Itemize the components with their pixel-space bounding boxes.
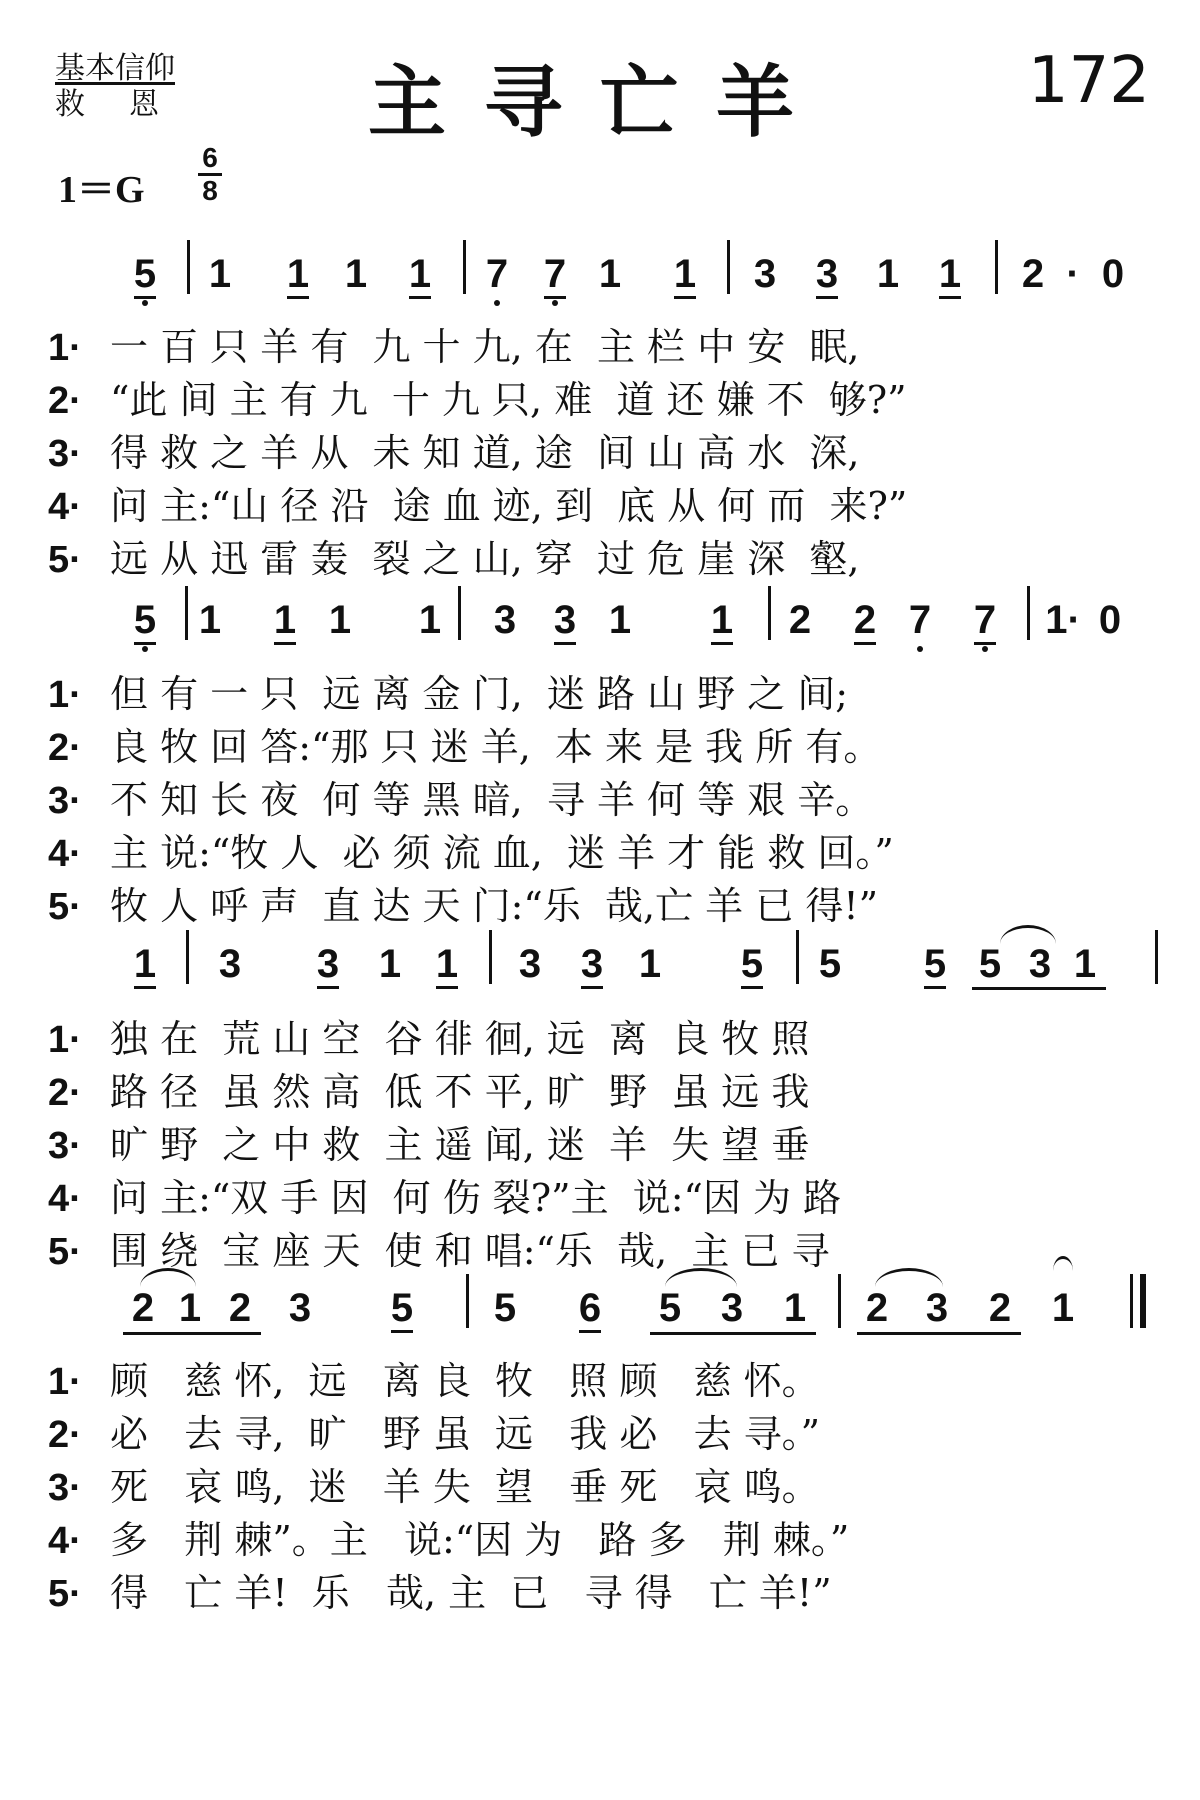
barline bbox=[995, 240, 998, 294]
note: 1 bbox=[400, 252, 440, 300]
lyric-line: 1· 一 百 只 羊 有 九 十 九, 在 主 栏 中 安 眠, bbox=[48, 325, 860, 369]
lyric-line: 4· 问 主:“山 径 沿 途 血 迹, 到 底 从 何 而 来?” bbox=[48, 484, 908, 528]
note: 1 bbox=[598, 252, 622, 296]
beam-underline bbox=[650, 1332, 816, 1335]
note: 3 bbox=[572, 942, 612, 990]
note: 7 bbox=[900, 598, 940, 646]
note: 7 bbox=[965, 598, 1005, 646]
lyric-line: 3· 旷 野 之 中 救 主 遥 闻, 迷 羊 失 望 垂 bbox=[48, 1123, 810, 1167]
note: 1 bbox=[1051, 1286, 1075, 1330]
lyric-line: 5· 远 从 迅 雷 轰 裂 之 山, 穿 过 危 崖 深 壑, bbox=[48, 537, 860, 581]
note: 2 bbox=[988, 1286, 1012, 1330]
note: 5 bbox=[915, 942, 955, 990]
note: 6 bbox=[570, 1286, 610, 1334]
note: 3 bbox=[1028, 942, 1052, 986]
note: 1 bbox=[125, 942, 165, 990]
note: 5 bbox=[732, 942, 772, 990]
barline bbox=[187, 240, 190, 294]
subcategory-label: 救恩 bbox=[55, 87, 203, 122]
note: 3 bbox=[518, 942, 542, 986]
lyric-line: 3· 死 哀 鸣, 迷 羊 失 望 垂 死 哀 鸣。 bbox=[48, 1465, 820, 1509]
category-label: 基本信仰 bbox=[55, 51, 175, 86]
slur bbox=[1000, 925, 1056, 944]
meter-bottom: 8 bbox=[202, 175, 218, 206]
lyric-line: 5· 围 绕 宝 座 天 使 和 唱:“乐 哉, 主 已 寻 bbox=[48, 1229, 830, 1273]
lyric-line: 5· 得 亡 羊! 乐 哉, 主 已 寻 得 亡 羊!” bbox=[48, 1571, 832, 1615]
note: 1· bbox=[1045, 598, 1081, 642]
note: 1 bbox=[208, 252, 232, 296]
barline bbox=[1027, 586, 1030, 640]
barline bbox=[1130, 1274, 1133, 1328]
key-signature: 1＝G bbox=[58, 169, 145, 211]
note: 3 bbox=[925, 1286, 949, 1330]
beam-underline bbox=[857, 1332, 1021, 1335]
lyric-line: 2· “此 间 主 有 九 十 九 只, 难 道 还 嫌 不 够?” bbox=[48, 378, 907, 422]
note: 1 bbox=[198, 598, 222, 642]
note: 5 bbox=[125, 598, 165, 646]
lyric-line: 3· 得 救 之 羊 从 未 知 道, 途 间 山 高 水 深, bbox=[48, 431, 860, 475]
note: 5 bbox=[978, 942, 1002, 986]
note: 1 bbox=[265, 598, 305, 646]
note: 5 bbox=[382, 1286, 422, 1334]
fermata-icon bbox=[1053, 1256, 1073, 1271]
note: 1 bbox=[344, 252, 368, 296]
time-signature bbox=[198, 144, 222, 205]
hymn-title: 主寻亡羊 bbox=[367, 58, 832, 148]
note: 1 bbox=[278, 252, 318, 300]
note: 1 bbox=[1073, 942, 1097, 986]
final-barline bbox=[1140, 1274, 1146, 1328]
note: 1 bbox=[178, 1286, 202, 1330]
lyric-line: 1· 但 有 一 只 远 离 金 门, 迷 路 山 野 之 间; bbox=[48, 672, 849, 716]
note: 1 bbox=[378, 942, 402, 986]
dot-extension: · bbox=[1066, 252, 1080, 296]
note: 3 bbox=[807, 252, 847, 300]
beam-underline bbox=[972, 987, 1106, 990]
lyric-line: 1· 顾 慈 怀, 远 离 良 牧 照 顾 慈 怀。 bbox=[48, 1359, 820, 1403]
note: 5 bbox=[658, 1286, 682, 1330]
note: 0 bbox=[1101, 252, 1125, 296]
barline bbox=[727, 240, 730, 294]
note: 2 bbox=[788, 598, 812, 642]
note: 1 bbox=[638, 942, 662, 986]
barline bbox=[1155, 930, 1158, 984]
lyric-line: 4· 主 说:“牧 人 必 须 流 血, 迷 羊 才 能 救 回。” bbox=[48, 831, 894, 875]
note: 3 bbox=[288, 1286, 312, 1330]
note: 1 bbox=[665, 252, 705, 300]
note: 1 bbox=[608, 598, 632, 642]
note: 3 bbox=[545, 598, 585, 646]
barline bbox=[466, 1274, 469, 1328]
note: 5 bbox=[818, 942, 842, 986]
note: 1 bbox=[702, 598, 742, 646]
lyric-line: 3· 不 知 长 夜 何 等 黑 暗, 寻 羊 何 等 艰 辛。 bbox=[48, 778, 874, 822]
lyric-line: 2· 必 去 寻, 旷 野 虽 远 我 必 去 寻。” bbox=[48, 1412, 821, 1456]
note: 5 bbox=[125, 252, 165, 300]
meter-top: 6 bbox=[202, 142, 218, 173]
note: 1 bbox=[783, 1286, 807, 1330]
note: 5 bbox=[493, 1286, 517, 1330]
lyric-line: 2· 路 径 虽 然 高 低 不 平, 旷 野 虽 远 我 bbox=[48, 1070, 810, 1114]
note: 3 bbox=[308, 942, 348, 990]
lyric-line: 5· 牧 人 呼 声 直 达 天 门:“乐 哉,亡 羊 已 得!” bbox=[48, 884, 879, 928]
barline bbox=[186, 930, 189, 984]
barline bbox=[489, 930, 492, 984]
note: 2 bbox=[865, 1286, 889, 1330]
barline bbox=[796, 930, 799, 984]
note: 3 bbox=[720, 1286, 744, 1330]
note: 2 bbox=[1021, 252, 1045, 296]
note: 0 bbox=[1098, 598, 1122, 642]
note: 1 bbox=[876, 252, 900, 296]
note: 3 bbox=[493, 598, 517, 642]
lyric-line: 4· 问 主:“双 手 因 何 伤 裂?”主 说:“因 为 路 bbox=[48, 1176, 842, 1220]
note: 7 bbox=[477, 252, 517, 300]
note: 1 bbox=[418, 598, 442, 642]
lyric-line: 1· 独 在 荒 山 空 谷 徘 徊, 远 离 良 牧 照 bbox=[48, 1017, 810, 1061]
hymn-number: 172 bbox=[1027, 44, 1150, 118]
note: 7 bbox=[535, 252, 575, 300]
note: 2 bbox=[131, 1286, 155, 1330]
barline bbox=[838, 1274, 841, 1328]
note: 1 bbox=[328, 598, 352, 642]
barline bbox=[458, 586, 461, 640]
note: 3 bbox=[218, 942, 242, 986]
beam-underline bbox=[123, 1332, 261, 1335]
slur bbox=[875, 1268, 943, 1287]
lyric-line: 4· 多 荆 棘”。主 说:“因 为 路 多 荆 棘。” bbox=[48, 1518, 850, 1562]
note: 1 bbox=[427, 942, 467, 990]
barline bbox=[768, 586, 771, 640]
note: 3 bbox=[753, 252, 777, 296]
note: 2 bbox=[228, 1286, 252, 1330]
barline bbox=[463, 240, 466, 294]
lyric-line: 2· 良 牧 回 答:“那 只 迷 羊, 本 来 是 我 所 有。 bbox=[48, 725, 882, 769]
note: 1 bbox=[930, 252, 970, 300]
note: 2 bbox=[845, 598, 885, 646]
barline bbox=[185, 586, 188, 640]
